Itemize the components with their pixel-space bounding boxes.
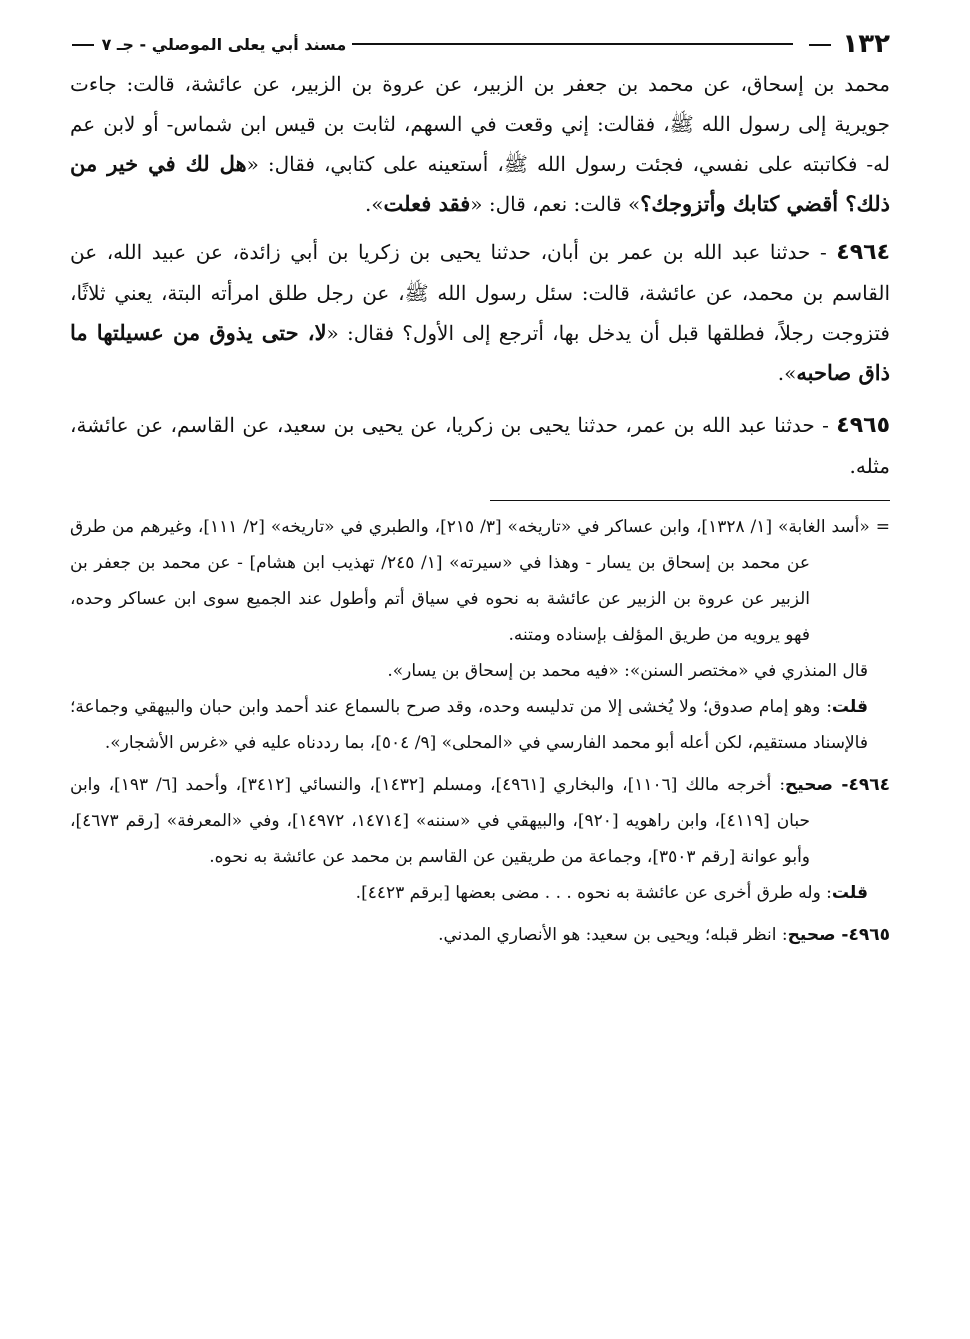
hadith-number: ٤٩٦٥ bbox=[836, 413, 890, 438]
main-text bbox=[70, 64, 890, 486]
footnote-4965: ٤٩٦٥- صحيح: انظر قبله؛ ويحيى بن سعيد: هو الأنصاري المدني. bbox=[438, 925, 890, 945]
hadith-4965: ٤٩٦٥ - حدثنا عبد الله بن عمر، حدثنا يحيى بن زكريا، عن يحيى بن سعيد، عن القاسم، عن عائشة، مثله. bbox=[70, 413, 890, 478]
page bbox=[70, 24, 890, 953]
hadith-continuation: محمد بن إسحاق، عن محمد بن جعفر بن الزبير، عن عروة بن الزبير، عن عائشة، قالت: جاءت جويرية إلى رسول الله ﷺ، فقالت: إني وقعت في السهم، لثابت بن قيس ابن شماس- أو لابن عم له- فكاتبته على نفسي، فجئت رسول الله ﷺ، أستعينه على كتابي، فقال: «هل لك في خير من ذلك؟ أقضي كتابك وأتزوجك؟» قالت: نعم، قال: «فقد فعلت». bbox=[70, 72, 890, 216]
footnote-comment: قلت: وهو إمام صدوق؛ ولا يُخشى إلا من تدليسه وحده، وقد صرح بالسماع عند أحمد وابن حبان والبيهقي وجماعة؛ فالإسناد مستقيم، لكن أعله أبو محمد الفارسي في «المحلى» [٩/ ٥٠٤]، بما رددناه عليه في «غرس الأشجار». bbox=[70, 697, 868, 753]
header-rule bbox=[352, 43, 793, 45]
footnote-4964: ٤٩٦٤- صحيح: أخرجه مالك [١١٠٦]، والبخاري [٤٩٦١]، ومسلم [١٤٣٢]، والنسائي [٣٤١٢]، وأحمد [٦/ ١٩٣]، وابن حبان [٤١١٩]، وابن راهويه [٩٢٠]، والبيهقي في «سننه» [١٤٧١٤، ١٤٩٧٢]، وفي «المعرفة» [رقم ٤٦٧٣]، وأبو عوانة [رقم ٣٥٠٣]، وجماعة من طريقين عن القاسم بن محمد عن عائشة به نحوه. bbox=[70, 775, 890, 867]
hadith-quote: هل لك في خير من ذلك؟ أقضي كتابك وأتزوجك؟ bbox=[70, 151, 890, 216]
footnote-comment: قلت: وله طرق أخرى عن عائشة به نحوه . . . مضى بعضها [برقم ٤٤٢٣]. bbox=[355, 883, 868, 903]
hadith-4964: ٤٩٦٤ - حدثنا عبد الله بن عمر بن أبان، حدثنا يحيى بن زكريا بن أبي زائدة، عن عبيد الله، عن القاسم بن محمد، عن عائشة، قالت: سئل رسول الله ﷺ، عن رجل طلق امرأته البتة، يعني ثلاثًا، فتزوجت رجلاً، فطلقها قبل أن يدخل بها، أترجع إلى الأول؟ فقال: «لا، حتى يذوق من عسيلتها ما ذاق صاحبه». bbox=[70, 240, 890, 385]
footnotes bbox=[70, 509, 890, 953]
book-title: مسند أبي يعلى الموصلي - جـ ٧ bbox=[70, 35, 346, 54]
page-number: ١٣٢ bbox=[799, 29, 890, 59]
hadith-number: ٤٩٦٤ bbox=[836, 240, 890, 265]
hadith-quote: لا، حتى يذوق من عسيلتها ما ذاق صاحبه bbox=[70, 320, 890, 385]
footnote-continuation: = «أسد الغابة» [١/ ١٣٢٨]، وابن عساكر في «تاريخه» [٣/ ٢١٥]، والطبري في «تاريخه» [٢/ ١١١]، وغيرهم من طرق عن محمد بن إسحاق بن يسار - وهذا في «سيرته» [١/ ٢٤٥/ تهذيب ابن هشام] - عن محمد بن جعفر بن الزبير عن عروة بن الزبير عن عائشة به نحوه في سياق أتم وأطول عند الجميع سوى ابن عساكر وحده، فهو يرويه من طريق المؤلف بإسناده ومتنه. bbox=[70, 517, 890, 645]
footnote-mundhiri: قال المنذري في «مختصر السنن»: «فيه محمد بن إسحاق بن يسار». bbox=[387, 661, 868, 681]
hadith-quote: فقد فعلت bbox=[383, 191, 471, 216]
footnote-separator bbox=[490, 500, 890, 501]
running-header bbox=[70, 24, 890, 64]
